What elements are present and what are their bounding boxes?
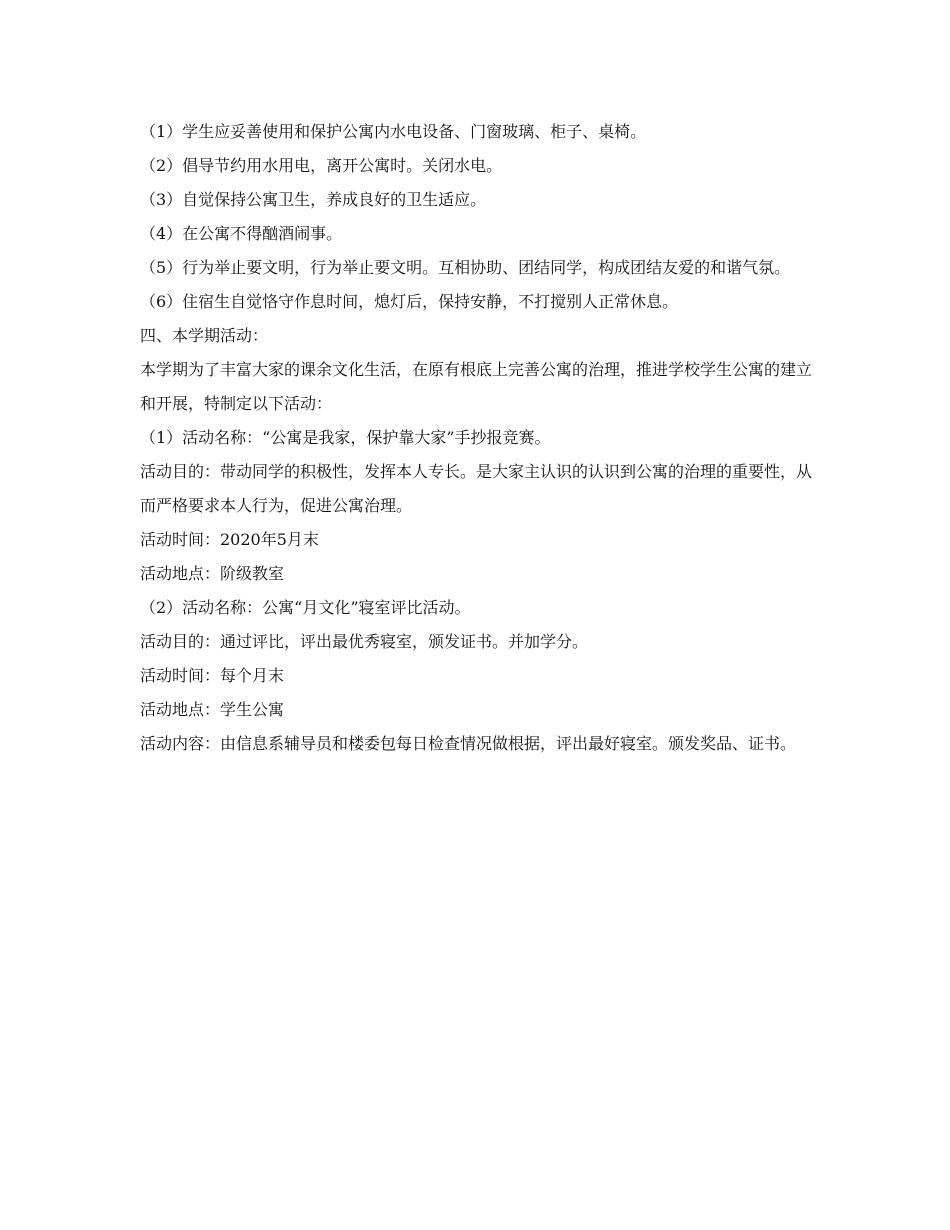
document-body [140, 115, 812, 761]
activities-intro: 本学期为了丰富大家的课余文化生活，在原有根底上完善公寓的治理，推进学校学生公寓的建立和开展，特制定以下活动： [140, 360, 813, 413]
activity-2-location: 活动地点：学生公寓 [140, 700, 285, 719]
rule-3: （3）自觉保持公寓卫生，养成良好的卫生适应。 [140, 190, 487, 209]
section-heading-activities: 四、本学期活动： [140, 326, 269, 345]
rule-6: （6）住宿生自觉恪守作息时间，熄灯后，保持安静，不打搅别人正常休息。 [140, 292, 679, 311]
activity-2-name: （2）活动名称：公寓“月文化”寝室评比活动。 [140, 598, 471, 617]
activity-2-purpose: 活动目的：通过评比，评出最优秀寝室，颁发证书。并加学分。 [140, 632, 589, 651]
rule-1: （1）学生应妥善使用和保护公寓内水电设备、门窗玻璃、柜子、桌椅。 [140, 122, 647, 141]
rule-5: （5）行为举止要文明，行为举止要文明。互相协助、团结同学，构成团结友爱的和谐气氛。 [140, 258, 791, 277]
activity-1-location: 活动地点：阶级教室 [140, 564, 285, 583]
activity-1-purpose: 活动目的：带动同学的积极性，发挥本人专长。是大家主认识的认识到公寓的治理的重要性，从而严格要求本人行为，促进公寓治理。 [140, 462, 813, 515]
rule-4: （4）在公寓不得酗酒闹事。 [140, 224, 343, 243]
activity-2-content: 活动内容：由信息系辅导员和楼委包每日检查情况做根据，评出最好寝室。颁发奖品、证书。 [140, 734, 797, 753]
activity-2-time: 活动时间：每个月末 [140, 666, 285, 685]
activity-1-time: 活动时间：2020年5月末 [140, 530, 319, 549]
rule-2: （2）倡导节约用水用电，离开公寓时。关闭水电。 [140, 156, 503, 175]
activity-1-name: （1）活动名称：“公寓是我家，保护靠大家”手抄报竞赛。 [140, 428, 551, 447]
